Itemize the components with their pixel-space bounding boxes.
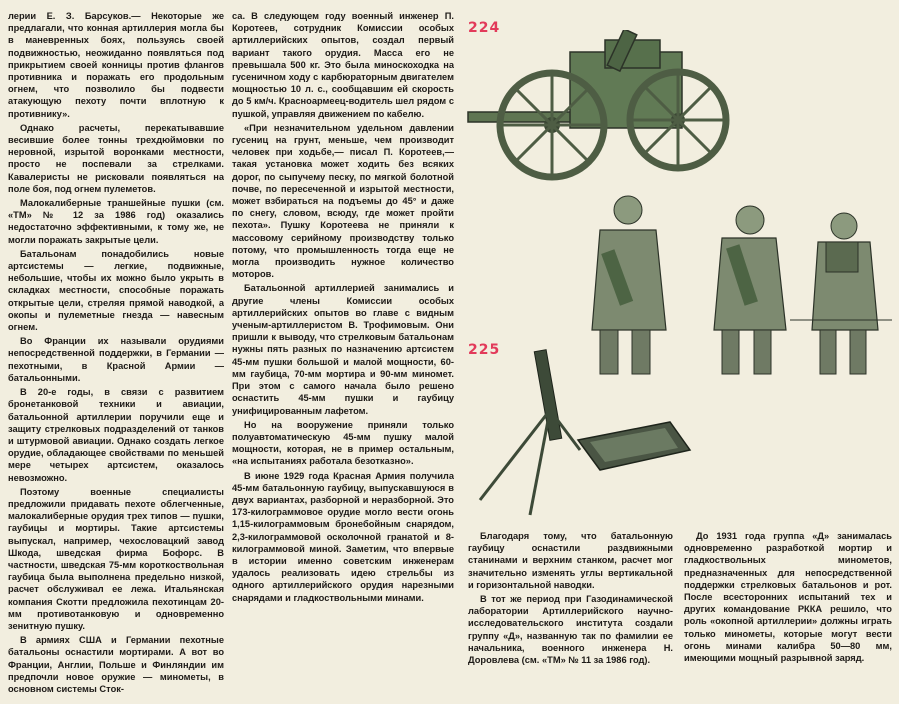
illustration [460, 30, 892, 528]
paragraph: Батальонной артиллерией занимались и другие члены Комиссии особых артиллерийских опытов во главе с видным ученым-артиллеристом В. Трофимовым. Они пришли к выводу, что стрелковым батальонам нужны пять разных по назначению артсистем 45-мм пушки большой и малой мощности, 60-мм гаубица, 70-мм мортира и 90-мм миномет. При этом с самого начала было решено оснастить 45-мм пушки и гаубицу унифицированным лафетом. [232, 283, 454, 416]
paragraph: Поэтому военные специалисты предложили придавать пехоте облегченные, малокалиберные орудия трех типов — пушки, гаубицы и мортиры. Такие артсистемы выпускал, например, чехословацкий завод Шкода, шведская фирма Бофорс. В частности, шведская 75-мм короткоствольная гаубица была выполнена предельно низкой, расчет обслуживал ее лежа. Итальянская компания Скотти предложила пехотинцам 20-мм противотанковую и одновременно зенитную пушку. [8, 486, 224, 631]
text-column-1 [8, 10, 224, 698]
paragraph: «При незначительном удельном давлении гусениц на грунт, меньше, чем производит человек при ходьбе,— писал П. Коротеев,— такая установка может ходить без всяких дорог, по сыпучему песку, по мягкой болотной почве, по пересеченной и изрытой местности, может взбираться на подъемы до 45° и даже по снегу, словом, всюду, где может пройти пехота». Пушку Коротеева не приняли к массовому серийному производству только потому, что промышленность тогда еще не могла производить нужное количество моторов. [232, 122, 454, 280]
paragraph: са. В следующем году военный инженер П. Коротеев, сотрудник Комиссии особых артиллерийских опытов, создал первый вариант такого орудия. Масса его не превышала 500 кг. Это была миноскоходка на гусеничном ходу с карбюраторным двигателем мощностью 10 л. с., сообщавшим ей скорость до 5 км/ч. Красноармеец-водитель шел рядом с пушкой, управляя движением по кабелю. [232, 11, 454, 119]
paragraph: В 20-е годы, в связи с развитием бронетанковой техники и авиации, батальонной артиллерии поручили еще и защиту стрелковых подразделений от танков и штурмовой авиации. Однако создать легкое орудие, обладающее свойствами по меньшей мере четырех артсистем, оказалось невозможно. [8, 387, 224, 483]
paragraph: В июне 1929 года Красная Армия получила 45-мм батальонную гаубицу, выпускавшуюся в двух вариантах, разборной и неразборной. Это 173-килограммовое орудие могло вести огонь 1,15-килограммовым бронебойным снарядом, 2,3-килограммовой осколочной гранатой и 8-килограммовой миной. Заметим, что впервые в истории именно советским инженерам удалось реализовать идею стрельбы из одного артиллерийского орудия нарезными снарядами и гладкоствольными минами. [232, 470, 454, 603]
paragraph: В тот же период при Газодинамической лаборатории Артиллерийского научно-исследовательского института создали группу «Д», названную так по фамилии ее начальника, военного инженера Н. Доровлева (см. «ТМ» № 11 за 1986 год). [468, 594, 673, 666]
paragraph: Но на вооружение приняли только полуавтоматическую 45-мм пушку малой мощности, которая, не в пример остальным, «на испытаниях работала безотказно». [232, 419, 454, 467]
soldier-illustration-1 [592, 196, 666, 374]
figure-number-224: 224 [468, 20, 501, 36]
paragraph: В армиях США и Германии пехотные батальоны оснастили мортирами. А вот во Франции, Англии, Польше и Финляндии им предпочли новое оружие — минометы, в основном системы Сток- [8, 635, 224, 694]
text-column-3 [468, 530, 673, 700]
mortar-illustration [480, 350, 690, 515]
paragraph: Благодаря тому, что батальонную гаубицу оснастили раздвижными станинами и верхним станком, расчет мог значительно изменять углы вертикальной и горизонтальной наводки. [468, 531, 673, 590]
paragraph: До 1931 года группа «Д» занималась одновременно разработкой мортир и гладкоствольных минометов, предназначенных для непосредственной поддержки стрелковых батальонов и рот. После всесторонних испытаний тех и других командование РККА решило, что роль «окопной артиллерии» должны играть только минометы, которые могут вести огонь минами калибра 50—80 мм, имеющими мощный разрывной заряд. [684, 531, 892, 664]
text-column-2 [232, 10, 454, 698]
paragraph: Малокалиберные траншейные пушки (см. «ТМ» № 12 за 1986 год) оказались недостаточно эффективными, к тому же, не могли поражать закрытые цели. [8, 198, 224, 245]
soldier-illustration-3 [812, 213, 878, 374]
paragraph: лерии Е. З. Барсуков.— Некоторые же предлагали, что конная артиллерия могла бы в маневренных боях, пользуясь своей подвижностью, неожиданно появляться под прикрытием своей конницы против флангов противника и поражать его продольным огнем, что позволило бы подвести атакующую пехоту почти вплотную к противнику». [8, 11, 224, 119]
paragraph: Во Франции их называли орудиями непосредственной поддержки, в Германии — пехотными, в Красной Армии — батальонными. [8, 336, 224, 383]
soldier-illustration-2 [714, 206, 786, 374]
battalion-howitzer-illustration [468, 30, 726, 177]
paragraph: Батальонам понадобились новые артсистемы — легкие, подвижные, небольшие, чтобы их можно было укрыть в складках местности, способные поражать открытые цели, стреляя прямой наводкой, а окопы и пулеметные гнезда — навесным огнем. [8, 248, 224, 333]
figure-number-225: 225 [468, 342, 501, 358]
text-column-4 [684, 530, 892, 700]
paragraph: Однако расчеты, перекатывавшие весившие более тонны трехдюймовки по неровной, изрытой воронками местности, просто не поспевали за стрелками. Кавалеристы не рисковали появляться на поле боя, под огнем пулеметов. [8, 122, 224, 194]
